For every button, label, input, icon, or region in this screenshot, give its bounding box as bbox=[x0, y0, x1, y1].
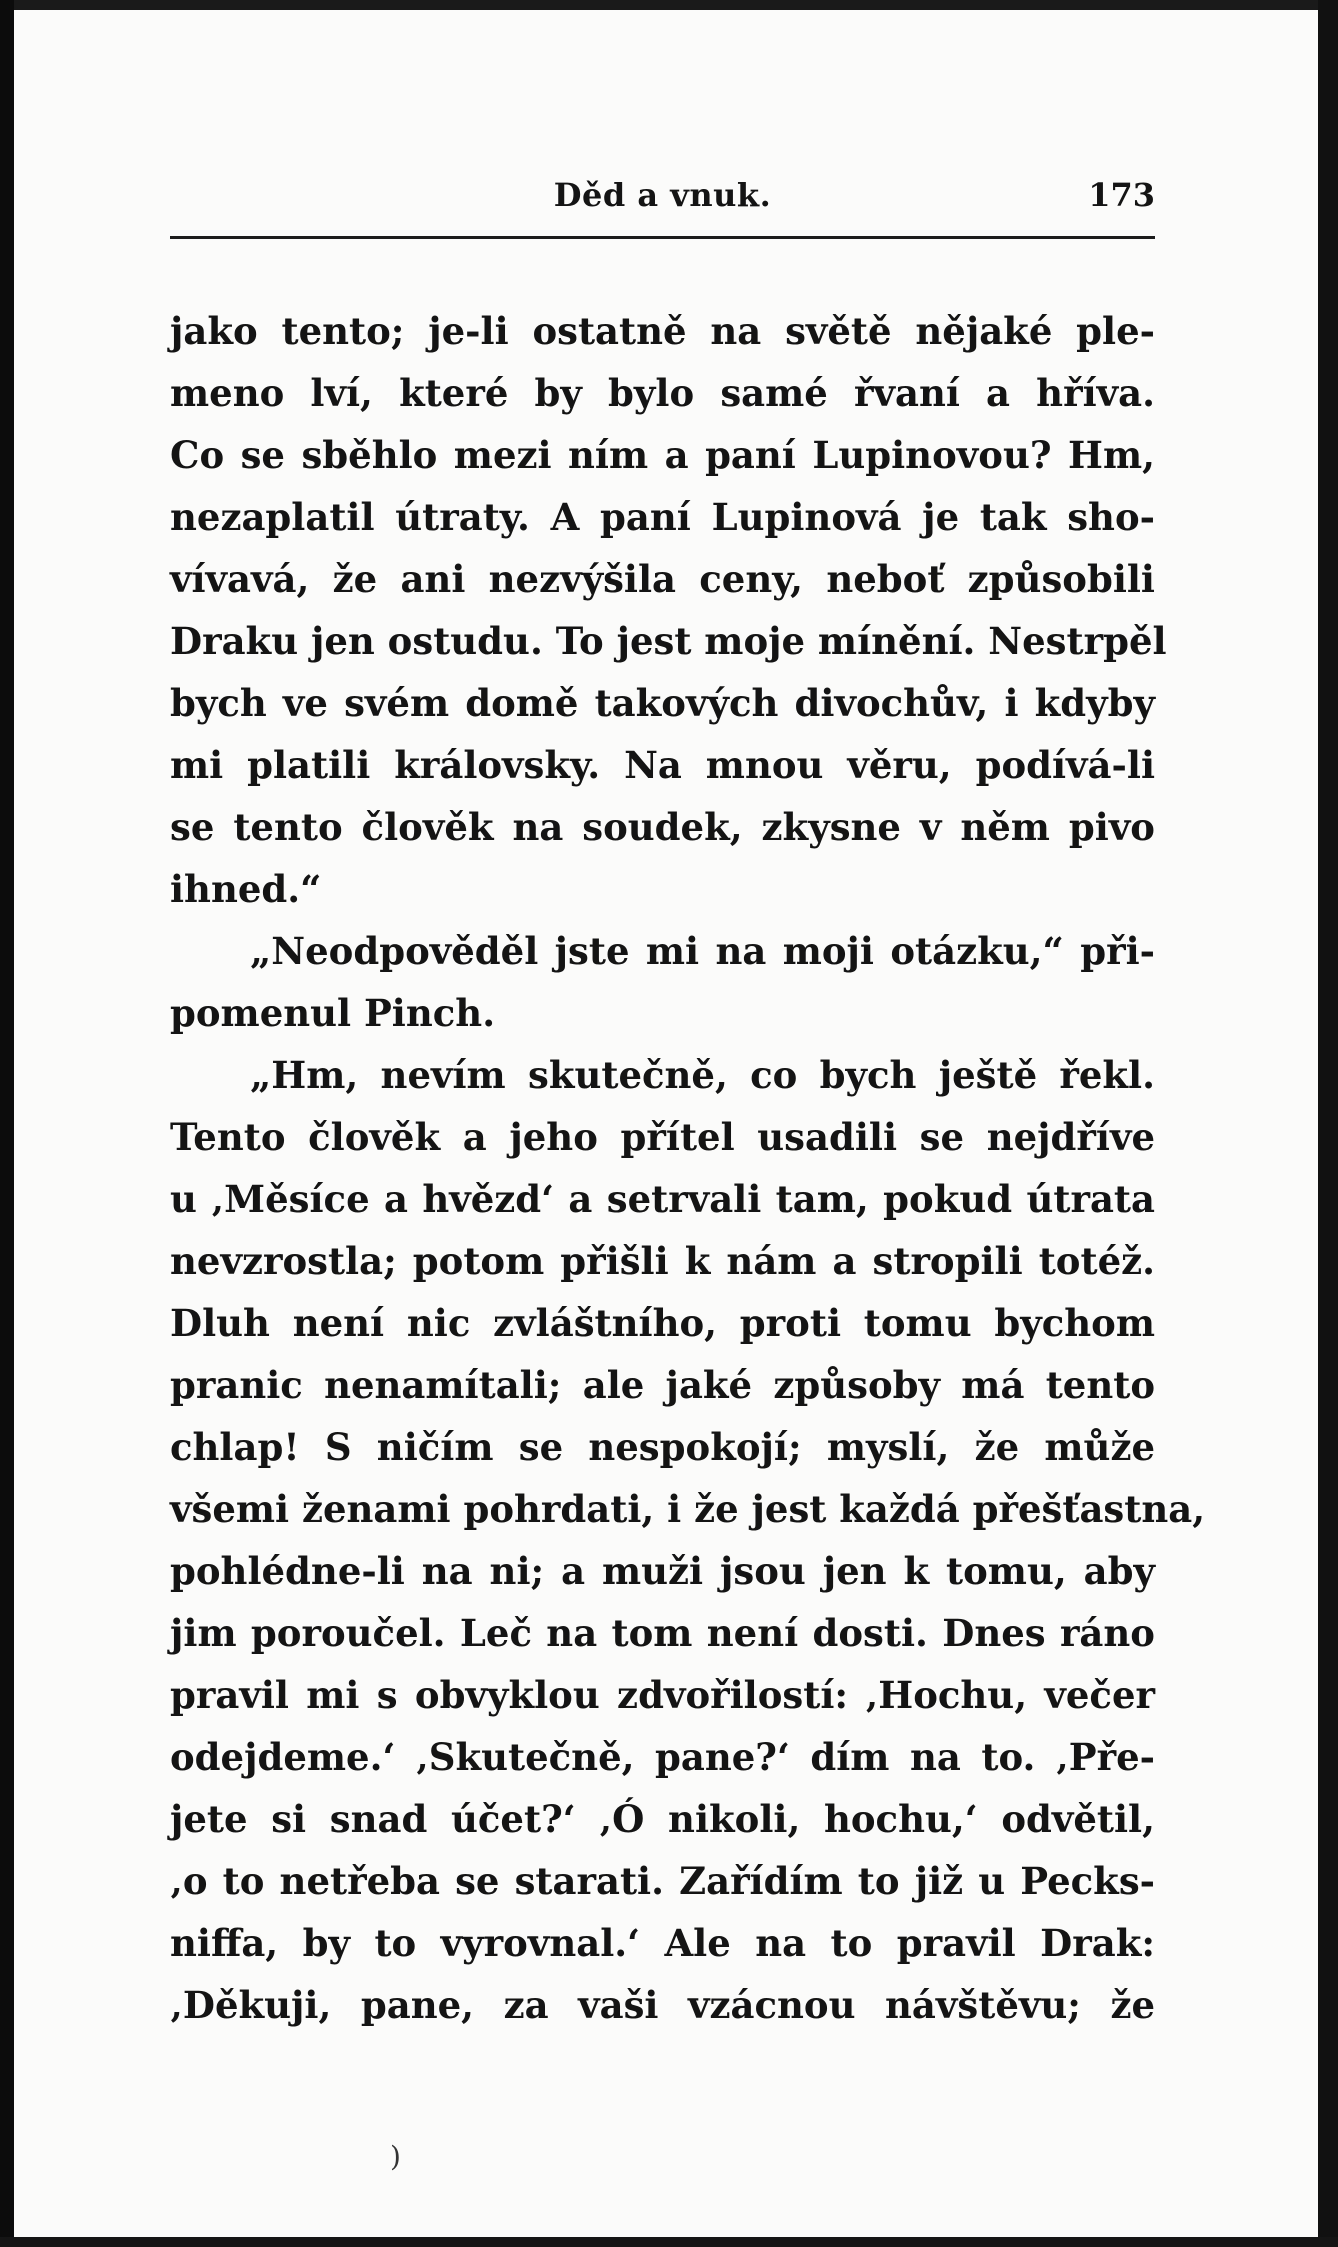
text-line: niffa, by to vyrovnal.‘ Ale na to pravil Drak: bbox=[170, 1921, 1155, 1965]
page-number: 173 bbox=[1088, 176, 1155, 214]
text-line: Co se sběhlo mezi ním a paní Lupinovou? Hm, bbox=[170, 433, 1155, 477]
text-line: Draku jen ostudu. To jest moje mínění. Nestrpěl bbox=[170, 619, 1167, 663]
text-line: ‚Děkuji, pane, za vaši vzácnou návštěvu; že bbox=[170, 1983, 1155, 2027]
text-line: nevzrostla; potom přišli k nám a stropili totéž. bbox=[170, 1239, 1155, 1283]
scan-edge-top bbox=[0, 0, 1338, 10]
text-line: mi platili královsky. Na mnou věru, podívá-li bbox=[170, 743, 1155, 787]
text-line: meno lví, které by bylo samé řvaní a hříva. bbox=[170, 371, 1155, 415]
running-header bbox=[170, 172, 1155, 224]
text-line: pohlédne-li na ni; a muži jsou jen k tomu, aby bbox=[170, 1549, 1155, 1593]
text-line: všemi ženami pohrdati, i že jest každá přešťastna, bbox=[170, 1487, 1206, 1531]
paragraph-start-line: „Neodpověděl jste mi na moji otázku,“ při- bbox=[250, 929, 1155, 973]
header-rule bbox=[170, 236, 1155, 239]
text-line: Dluh není nic zvláštního, proti tomu bychom bbox=[170, 1301, 1155, 1345]
footer-mark: ) bbox=[390, 2140, 401, 2173]
paragraph-end-line: pomenul Pinch. bbox=[170, 991, 496, 1035]
text-line: jete si snad účet?‘ ‚Ó nikoli, hochu,‘ odvětil, bbox=[170, 1797, 1155, 1841]
scan-edge-left bbox=[0, 0, 14, 2247]
paragraph-end-line: ihned.“ bbox=[170, 867, 322, 911]
text-line: ‚o to netřeba se starati. Zařídím to již u Pecks- bbox=[170, 1859, 1155, 1903]
body-text bbox=[170, 300, 1206, 2036]
text-line: jim poroučel. Leč na tom není dosti. Dnes ráno bbox=[170, 1611, 1155, 1655]
chapter-title: Děd a vnuk. bbox=[553, 176, 772, 214]
scan-edge-bottom bbox=[0, 2237, 1338, 2247]
text-line: jako tento; je-li ostatně na světě nějaké ple- bbox=[170, 309, 1155, 353]
text-line: pranic nenamítali; ale jaké způsoby má tento bbox=[170, 1363, 1155, 1407]
text-line: chlap! S ničím se nespokojí; myslí, že může bbox=[170, 1425, 1155, 1469]
scan-edge-right bbox=[1318, 0, 1338, 2247]
text-line: Tento člověk a jeho přítel usadili se nejdříve bbox=[170, 1115, 1155, 1159]
text-line: bych ve svém domě takových divochův, i kdyby bbox=[170, 681, 1155, 725]
text-line: odejdeme.‘ ‚Skutečně, pane?‘ dím na to. ‚Pře- bbox=[170, 1735, 1155, 1779]
text-line: pravil mi s obvyklou zdvořilostí: ‚Hochu, večer bbox=[170, 1673, 1155, 1717]
paragraph-start-line: „Hm, nevím skutečně, co bych ještě řekl. bbox=[250, 1053, 1155, 1097]
text-line: vívavá, že ani nezvýšila ceny, neboť způsobili bbox=[170, 557, 1155, 601]
text-line: u ‚Měsíce a hvězd‘ a setrvali tam, pokud útrata bbox=[170, 1177, 1155, 1221]
text-line: se tento člověk na soudek, zkysne v něm pivo bbox=[170, 805, 1155, 849]
text-line: nezaplatil útraty. A paní Lupinová je tak sho- bbox=[170, 495, 1155, 539]
